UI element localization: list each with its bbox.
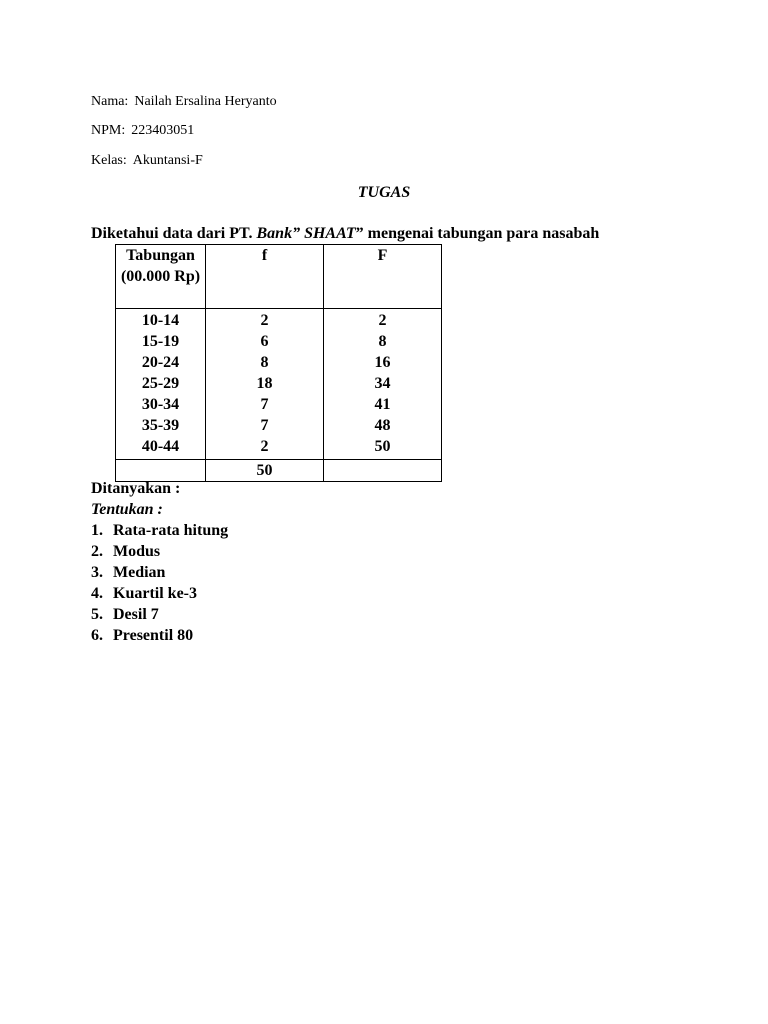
list-item bbox=[91, 583, 228, 604]
company-name: Bank” SHAAT bbox=[256, 225, 356, 242]
cell-range: 10-14 bbox=[116, 309, 206, 332]
item-number: 3. bbox=[91, 564, 103, 581]
cell-range: 20-24 bbox=[116, 352, 206, 373]
nama-label: Nama: bbox=[91, 94, 129, 109]
table-row bbox=[116, 394, 442, 415]
intro-text-end: ” mengenai tabungan para nasabah bbox=[355, 225, 600, 242]
kelas-label: Kelas: bbox=[91, 153, 127, 168]
item-number: 5. bbox=[91, 606, 103, 623]
npm-value: 223403051 bbox=[131, 123, 195, 138]
cell-cumulative: 2 bbox=[324, 309, 442, 332]
list-item bbox=[91, 562, 228, 583]
frequency-table bbox=[115, 244, 442, 482]
cell-cumulative: 16 bbox=[324, 352, 442, 373]
cell-f: 2 bbox=[206, 436, 324, 460]
intro-text-start: Diketahui data dari PT. bbox=[91, 225, 257, 242]
header-tabungan: Tabungan (00.000 Rp) bbox=[116, 245, 206, 309]
item-text: Desil 7 bbox=[113, 606, 159, 623]
cell-range: 30-34 bbox=[116, 394, 206, 415]
item-text: Modus bbox=[113, 543, 161, 560]
list-item bbox=[91, 520, 228, 541]
nama-value: Nailah Ersalina Heryanto bbox=[134, 94, 277, 109]
page-title: TUGAS bbox=[357, 184, 411, 201]
questions-heading: Ditanyakan : bbox=[91, 480, 181, 497]
cell-range: 35-39 bbox=[116, 415, 206, 436]
cell-f: 7 bbox=[206, 415, 324, 436]
npm-line bbox=[91, 123, 194, 139]
cell-range: 25-29 bbox=[116, 373, 206, 394]
cell-cumulative: 41 bbox=[324, 394, 442, 415]
kelas-line bbox=[91, 153, 203, 169]
item-text: Kuartil ke-3 bbox=[113, 585, 197, 602]
table-row bbox=[116, 373, 442, 394]
table-row bbox=[116, 415, 442, 436]
item-number: 1. bbox=[91, 522, 103, 539]
item-number: 6. bbox=[91, 627, 103, 644]
table-row bbox=[116, 331, 442, 352]
npm-label: NPM: bbox=[91, 123, 126, 138]
item-text: Presentil 80 bbox=[113, 627, 194, 644]
nama-line bbox=[91, 94, 277, 110]
cell-f: 8 bbox=[206, 352, 324, 373]
questions-section bbox=[91, 478, 228, 646]
item-text: Median bbox=[113, 564, 166, 581]
cell-total-f: 50 bbox=[206, 460, 324, 482]
cell-f: 7 bbox=[206, 394, 324, 415]
header-f: f bbox=[206, 245, 324, 309]
cell-range: 40-44 bbox=[116, 436, 206, 460]
table-row bbox=[116, 309, 442, 332]
cell-cumulative: 50 bbox=[324, 436, 442, 460]
cell-total-empty bbox=[324, 460, 442, 482]
kelas-value: Akuntansi-F bbox=[132, 153, 203, 168]
list-item bbox=[91, 625, 228, 646]
list-item bbox=[91, 604, 228, 625]
list-item bbox=[91, 541, 228, 562]
item-text: Rata-rata hitung bbox=[113, 522, 229, 539]
cell-f: 2 bbox=[206, 309, 324, 332]
cell-f: 18 bbox=[206, 373, 324, 394]
questions-list bbox=[91, 520, 228, 646]
problem-statement bbox=[91, 225, 599, 243]
cell-f: 6 bbox=[206, 331, 324, 352]
cell-range: 15-19 bbox=[116, 331, 206, 352]
questions-subheading: Tentukan : bbox=[91, 501, 163, 518]
item-number: 4. bbox=[91, 585, 103, 602]
cell-cumulative: 34 bbox=[324, 373, 442, 394]
table-row bbox=[116, 436, 442, 460]
cell-cumulative: 48 bbox=[324, 415, 442, 436]
table-row bbox=[116, 352, 442, 373]
item-number: 2. bbox=[91, 543, 103, 560]
table-header-row bbox=[116, 245, 442, 309]
cell-cumulative: 8 bbox=[324, 331, 442, 352]
header-cumulative-f: F bbox=[324, 245, 442, 309]
